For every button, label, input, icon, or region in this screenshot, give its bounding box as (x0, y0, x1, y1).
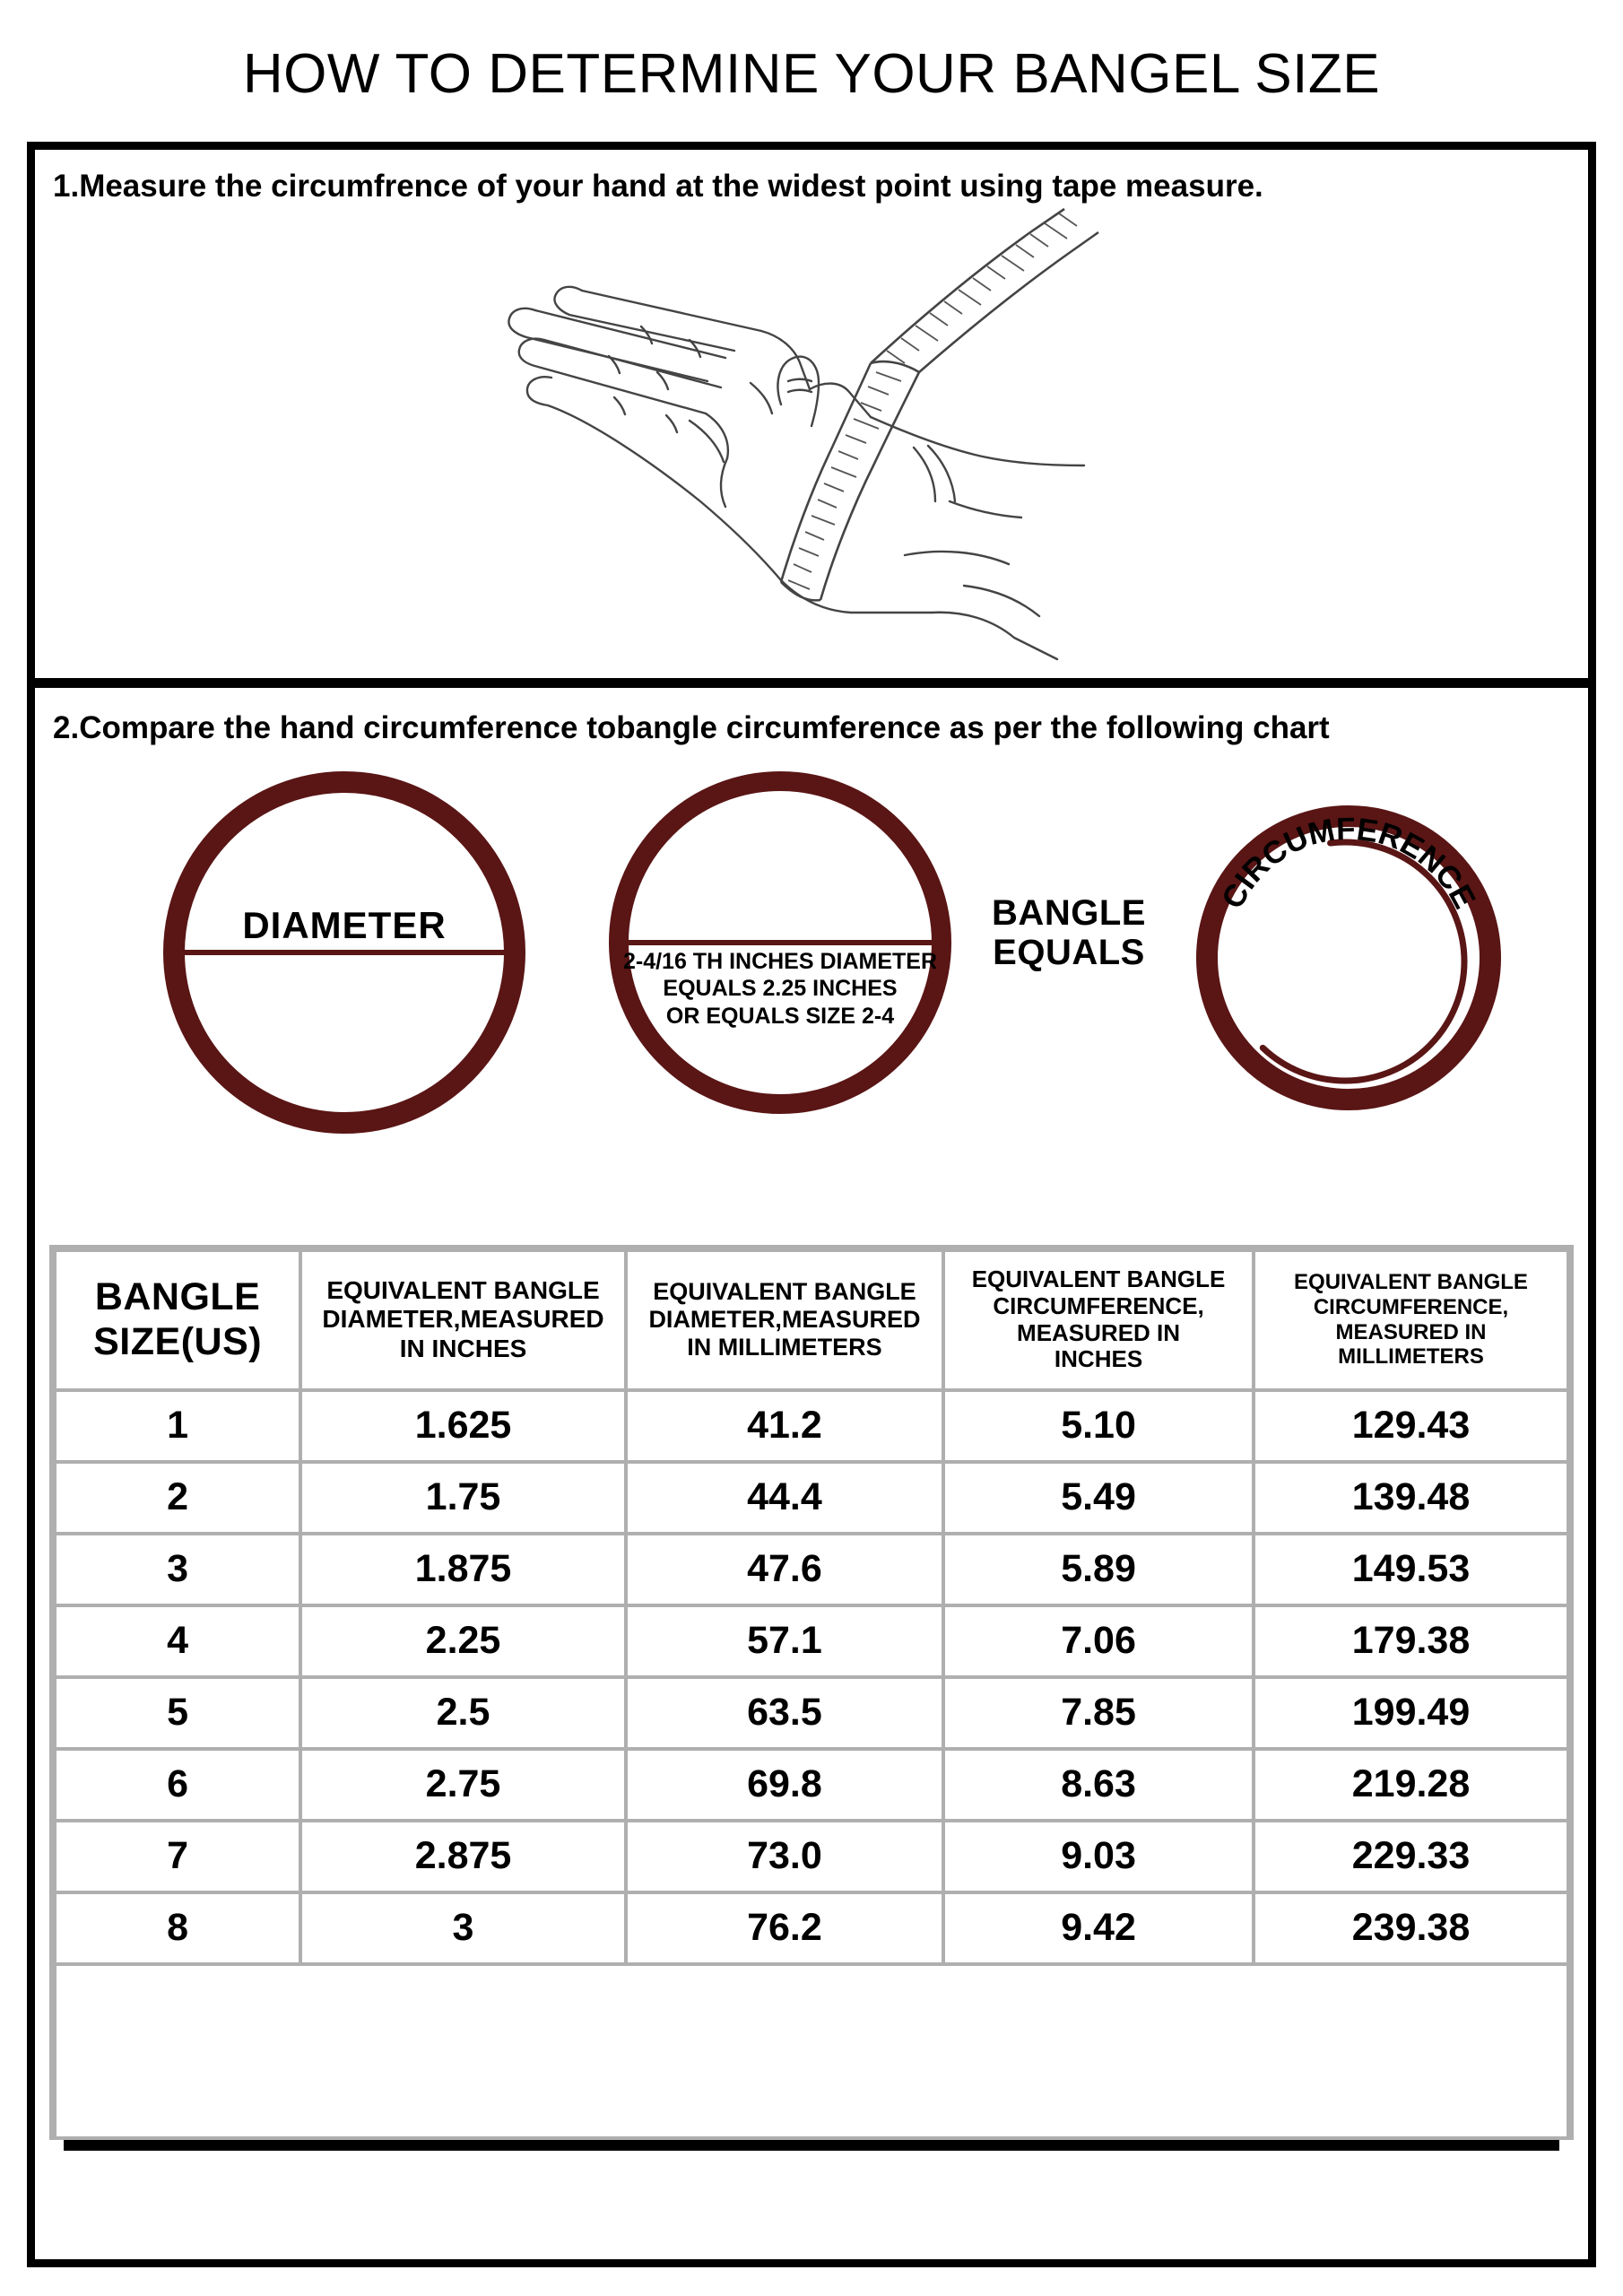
diameter-example-line-2: EQUALS 2.25 INCHES (663, 976, 898, 1001)
header-diameter-millimeters: EQUIVALENT BANGLE DIAMETER,MEASURED IN MILLIMETERS (628, 1252, 942, 1388)
table-cell-3: 9.42 (945, 1894, 1252, 1962)
table-cell-2: 73.0 (628, 1822, 942, 1891)
diameter-example-text (614, 948, 946, 1031)
table-cell-2: 63.5 (628, 1679, 942, 1747)
header-diameter-inches: EQUIVALENT BANGLE DIAMETER,MEASURED IN INCHES (302, 1252, 624, 1388)
guide-frame (27, 142, 1596, 2267)
header-circumference-millimeters: EQUIVALENT BANGLE CIRCUMFERENCE, MEASURED IN MILLIMETERS (1255, 1252, 1567, 1388)
table-cell-0: 4 (56, 1607, 299, 1675)
table-cell-4: 149.53 (1255, 1535, 1567, 1604)
table-cell-2: 41.2 (628, 1392, 942, 1460)
page-title: HOW TO DETERMINE YOUR BANGEL SIZE (242, 43, 1381, 105)
table-row (56, 1392, 1567, 1460)
size-chart-table-wrap (35, 1245, 1588, 2151)
bangle-equals-line-1: BANGLE (992, 892, 1146, 933)
step-one-text: 1.Measure the circumfrence of your hand at the widest point using tape measure. (53, 169, 1263, 204)
circumference-circle (1187, 762, 1510, 1130)
table-cell-1: 2.25 (302, 1607, 624, 1675)
table-cell-0: 7 (56, 1822, 299, 1891)
table-cell-1: 1.75 (302, 1464, 624, 1532)
table-cell-1: 2.875 (302, 1822, 624, 1891)
table-body (56, 1392, 1567, 2136)
diameter-label: DIAMETER (242, 903, 447, 946)
table-cell-1: 1.625 (302, 1392, 624, 1460)
diameter-example-circle (609, 771, 951, 1114)
diameter-example-line-1: 2-4/16 TH INCHES DIAMETER (622, 948, 938, 974)
table-cell-3: 5.89 (945, 1535, 1252, 1604)
bangle-equals-line-2: EQUALS (993, 932, 1145, 972)
table-cell-2: 47.6 (628, 1535, 942, 1604)
table-row (56, 1751, 1567, 1819)
bangle-diagram (35, 762, 1588, 1238)
table-cell-0: 2 (56, 1464, 299, 1532)
table-header-row (56, 1252, 1567, 1388)
table-cell-3: 7.06 (945, 1607, 1252, 1675)
table-cell-1: 3 (302, 1894, 624, 1962)
table-cell-3: 8.63 (945, 1751, 1252, 1819)
bangle-equals-label (979, 893, 1159, 972)
step-two-section (35, 688, 1588, 2259)
table-cell-4: 229.33 (1255, 1822, 1567, 1891)
table-cell-4: 179.38 (1255, 1607, 1567, 1675)
table-cell-4: 129.43 (1255, 1392, 1567, 1460)
step-two-text: 2.Compare the hand circumference tobangle circumference as per the following chart (53, 710, 1330, 745)
size-chart-table (53, 1248, 1570, 2140)
table-cell-3: 5.49 (945, 1464, 1252, 1532)
size-chart-table-outer (49, 1245, 1574, 2140)
table-spacer-row (56, 1966, 1567, 2136)
table-cell-0: 3 (56, 1535, 299, 1604)
step-one-section (35, 150, 1588, 688)
table-row (56, 1894, 1567, 1962)
diameter-example-line-3: OR EQUALS SIZE 2-4 (665, 1003, 895, 1029)
table-cell-2: 76.2 (628, 1894, 942, 1962)
table-head (56, 1252, 1567, 1388)
table-row (56, 1535, 1567, 1604)
table-cell-4: 219.28 (1255, 1751, 1567, 1819)
table-spacer-cell (56, 1966, 1567, 2136)
table-cell-2: 44.4 (628, 1464, 942, 1532)
table-cell-2: 57.1 (628, 1607, 942, 1675)
table-row (56, 1679, 1567, 1747)
table-cell-1: 1.875 (302, 1535, 624, 1604)
table-row (56, 1607, 1567, 1675)
table-cell-1: 2.5 (302, 1679, 624, 1747)
hand-with-tape-measure-icon (465, 205, 1111, 663)
diameter-circle (163, 771, 525, 1134)
table-cell-4: 239.38 (1255, 1894, 1567, 1962)
table-row (56, 1822, 1567, 1891)
table-cell-0: 6 (56, 1751, 299, 1819)
table-cell-0: 5 (56, 1679, 299, 1747)
table-cell-0: 1 (56, 1392, 299, 1460)
table-cell-4: 199.49 (1255, 1679, 1567, 1747)
table-cell-3: 7.85 (945, 1679, 1252, 1747)
circumference-label: CIRCUMFERENCE (1215, 811, 1483, 914)
table-cell-1: 2.75 (302, 1751, 624, 1819)
table-cell-3: 9.03 (945, 1822, 1252, 1891)
table-cell-3: 5.10 (945, 1392, 1252, 1460)
header-circumference-inches: EQUIVALENT BANGLE CIRCUMFERENCE, MEASURED IN INCHES (945, 1252, 1252, 1388)
table-cell-2: 69.8 (628, 1751, 942, 1819)
table-cell-4: 139.48 (1255, 1464, 1567, 1532)
table-cell-0: 8 (56, 1894, 299, 1962)
table-bottom-rule (64, 2140, 1559, 2151)
table-row (56, 1464, 1567, 1532)
header-bangle-size: BANGLE SIZE(US) (56, 1252, 299, 1388)
diameter-line-2 (629, 940, 932, 945)
